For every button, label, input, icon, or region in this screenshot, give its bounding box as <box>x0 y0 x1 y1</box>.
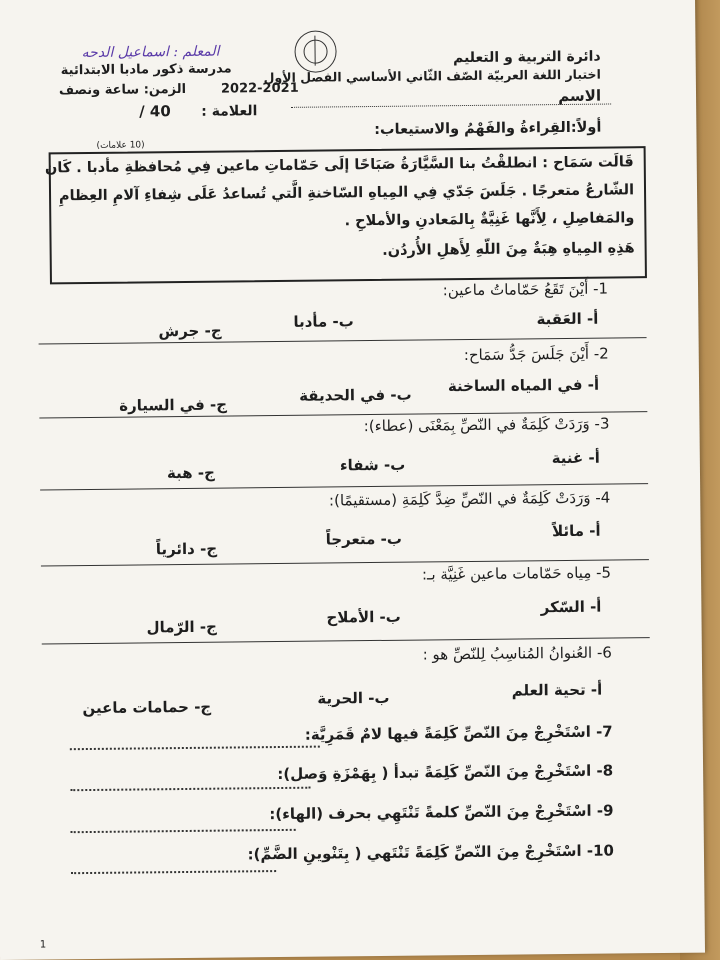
exam-title: اختبار اللغة العربيّة الصّف الثّاني الأساسي الفصل الأول <box>263 66 601 86</box>
answer-line[interactable] <box>70 746 320 751</box>
q2-option-c[interactable]: ج- في السيارة <box>119 395 228 415</box>
q3-option-c[interactable]: ج- هبة <box>166 463 215 483</box>
department-label: دائرة التربية و التعليم <box>452 48 601 67</box>
section-title: أولاً:القِراءةُ والفَهْمُ والاستيعاب: <box>374 119 602 138</box>
question-2: 2- أَيْنَ جَلَسَ جَدُّ سَمَاح: <box>463 344 609 365</box>
un-emblem-icon <box>294 30 336 72</box>
section-points: (10 علامات) <box>96 140 145 151</box>
answer-line[interactable] <box>70 787 310 792</box>
mark-total: 40 / <box>139 102 171 121</box>
exam-duration: الزمن: ساعة ونصف <box>58 81 187 99</box>
question-1: 1- أَيْنَ تَقَعُ حَمّاماتُ ماعين: <box>442 279 609 300</box>
page-number: 1 <box>39 939 47 951</box>
q6-option-b[interactable]: ب- الحرية <box>317 688 390 708</box>
school-name: مدرسة ذكور مادبا الابتدائية <box>60 61 232 79</box>
reading-passage <box>44 146 647 284</box>
q4-option-c[interactable]: ج- دائرياً <box>155 539 218 559</box>
answer-line[interactable] <box>71 829 296 833</box>
q2-option-a[interactable]: أ- في المياه الساخنة <box>447 375 600 396</box>
name-line <box>291 104 611 108</box>
question-4: 4- وَرَدَتْ كَلِمَةٌ في النّصِّ ضِدَّ كَلِمَةِ (مستقيمًا): <box>328 488 611 510</box>
divider <box>39 337 647 344</box>
question-3: 3- وَرَدَتْ كَلِمَةٌ في النّصِّ بِمَعْنَى (عطاء): <box>363 414 610 436</box>
q3-option-a[interactable]: أ- غنية <box>551 448 600 468</box>
question-6: 6- العُنوانُ المُناسِبُ لِلنّصِّ هو : <box>422 643 612 664</box>
q5-option-b[interactable]: ب- الأملاح <box>326 607 401 627</box>
q2-option-b[interactable]: ب- في الحديقة <box>299 385 412 405</box>
q4-option-a[interactable]: أ- مائلاً <box>551 521 601 541</box>
teacher-signature: المعلم : اسماعيل الدحه <box>81 43 220 62</box>
q1-option-c[interactable]: ج- جرش <box>158 321 222 341</box>
question-9: 9- اسْتَخْرِجْ مِنَ النّصِّ كلمةً تَنْتَهِي بحرف (الهاء): <box>269 801 614 824</box>
question-8: 8- اسْتَخْرِجْ مِنَ النّصِّ كَلِمَةً تبدأ ( بِهَمْزَةِ وَصل): <box>277 761 614 784</box>
q5-option-c[interactable]: ج- الرّمال <box>146 617 217 637</box>
q1-option-b[interactable]: ب- مأدبا <box>293 312 354 331</box>
passage-line: قَالَت سَمَاح : انطلقْتُ بنا السَّيَّارَةُ صَبَاحًا إلَى حَمّاماتِ ماعين فِي مُحافظةِ مأدبا . كَان <box>44 154 634 177</box>
q4-option-b[interactable]: ب- متعرجاً <box>325 529 402 549</box>
q6-option-c[interactable]: ج- حمامات ماعين <box>82 697 212 718</box>
q3-option-b[interactable]: ب- شفاء <box>339 455 406 475</box>
passage-line: هَذِهِ المِياهِ هِبَةٌ مِنَ اللّهِ لِأَهلِ الأُردُن. <box>382 240 635 259</box>
passage-line: والمَفاصِلِ ، لِأَنَّها غَنِيَّةٌ بِالمَعادنِ والأملاحِ . <box>344 210 635 230</box>
school-year: 2022-2021 <box>220 80 299 97</box>
question-5: 5- مِياه حَمّامات ماعين غَنِيَّة بـ: <box>421 563 612 584</box>
passage-line: الشّارعُ متعرجًا . جَلَسَ جَدّي فِي المِياهِ السّاخنةِ الَّتي تُساعدُ عَلَى شِفاءِ آلامِ العِظامِ <box>58 182 635 205</box>
mark-label: العلامة : <box>201 103 258 120</box>
question-7: 7- اسْتَخْرِجْ مِنَ النّصِّ كَلِمَةً فيها لامٌ قَمَرِيَّة: <box>304 722 613 744</box>
question-10: 10- اسْتَخْرِجْ مِنَ النّصِّ كَلِمَةً تَنْتَهي ( بِتَنْوينِ الضَّمِّ): <box>247 841 615 864</box>
name-label: الاسم <box>558 86 602 106</box>
q5-option-a[interactable]: أ- السّكر <box>540 597 602 617</box>
q6-option-a[interactable]: أ- تحية العلم <box>511 680 603 700</box>
answer-line[interactable] <box>71 870 276 874</box>
q1-option-a[interactable]: أ- العَقبة <box>536 309 599 329</box>
